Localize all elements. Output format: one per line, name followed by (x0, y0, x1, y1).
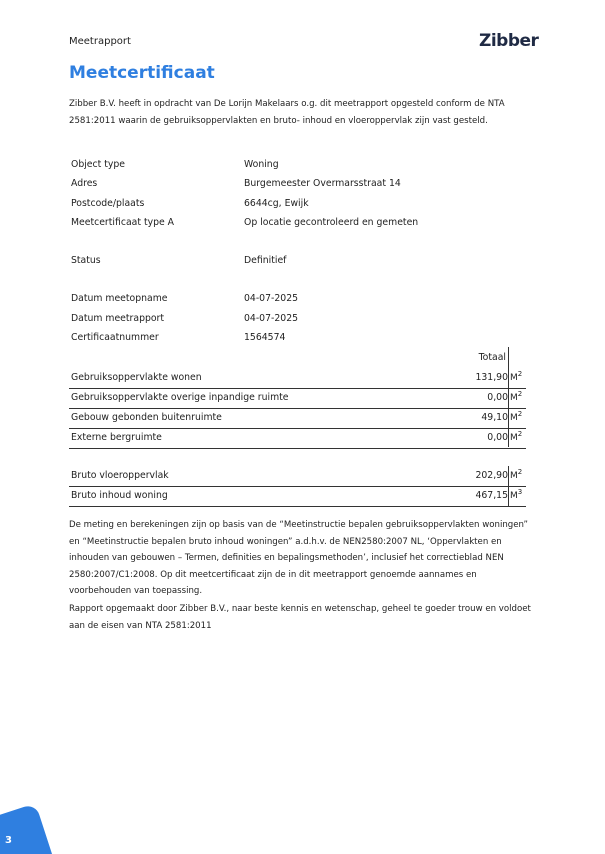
row-value: 202,90 (475, 470, 508, 481)
detail-label: Adres (71, 178, 98, 189)
row-unit: $M^2$ (510, 430, 523, 443)
detail-value: 04-07-2025 (244, 313, 299, 324)
detail-value: Burgemeester Overmarsstraat 14 (244, 178, 401, 189)
row-label: Externe bergruimte (71, 432, 162, 443)
detail-label: Datum meetrapport (71, 313, 165, 324)
row-value: 0,00 (487, 432, 508, 443)
detail-label: Certificaatnummer (71, 332, 159, 343)
row-label: Gebouw gebonden buitenruimte (71, 412, 222, 423)
table-row (69, 428, 526, 449)
table-row (69, 486, 526, 507)
detail-label: Status (71, 255, 101, 266)
closing-text: Rapport opgemaakt door Zibber B.V., naar beste kennis en wetenschap, geheel te goeder trouw en voldoet aan de eisen van NTA 2581:2011 (69, 604, 531, 631)
row-unit: $M^2$ (510, 390, 523, 403)
table-row (69, 408, 526, 429)
detail-value: Definitief (244, 255, 287, 266)
intro-text: Zibber B.V. heeft in opdracht van De Lorijn Makelaars o.g. dit meetrapport opgesteld conform de NTA 2581:2011 waarin de gebruiksoppervlakten en bruto- inhoud en vloeroppervlak zijn vast gesteld. (69, 99, 505, 126)
row-label: Gebruiksoppervlakte wonen (71, 372, 202, 383)
table-row (69, 368, 526, 389)
page-number-badge (0, 803, 57, 854)
row-unit: $M^3$ (510, 488, 523, 501)
page-number: 3 (5, 835, 12, 846)
row-value: 131,90 (475, 372, 508, 383)
table-row (69, 466, 526, 487)
methodology-text: De meting en berekeningen zijn op basis van de “Meetinstructie bepalen gebruiksoppervlakten woningen” en “Meetinstructie bepalen bruto inhoud woningen” a.d.h.v. de NEN2580:2007 NL, ‘Oppervlakten en inhouden van gebouwen – Termen, definities en bepalingsmethoden’, inclusief het correctieblad NEN 2580:2007/C1:2008. Op dit meetcertificaat zijn de in dit meetrapport genoemde aannames en voorbehouden van toepassing. (69, 520, 528, 596)
detail-value: Op locatie gecontroleerd en gemeten (244, 217, 419, 228)
detail-value: 1564574 (244, 332, 286, 343)
detail-value: 6644cg, Ewijk (244, 198, 309, 209)
detail-label: Postcode/plaats (71, 198, 145, 209)
detail-value: 04-07-2025 (244, 293, 299, 304)
row-unit: $M^2$ (510, 410, 523, 423)
row-value: 49,10 (481, 412, 508, 423)
row-value: 0,00 (487, 392, 508, 403)
row-unit: $M^2$ (510, 468, 523, 481)
detail-label: Meetcertificaat type A (71, 217, 175, 228)
page-title: Meetcertificaat (69, 63, 215, 83)
header-label: Meetrapport (69, 36, 131, 47)
row-label: Gebruiksoppervlakte overige inpandige ruimte (71, 392, 289, 403)
column-divider (508, 466, 509, 506)
detail-label: Object type (71, 159, 126, 170)
row-label: Bruto inhoud woning (71, 490, 168, 501)
detail-value: Woning (244, 159, 279, 170)
row-label: Bruto vloeroppervlak (71, 470, 169, 481)
detail-label: Datum meetopname (71, 293, 168, 304)
table-header-totaal: Totaal (478, 352, 506, 363)
row-value: 467,15 (475, 490, 508, 501)
table-row (69, 388, 526, 409)
zibber-logo: Zibber (479, 31, 539, 51)
row-unit: $M^2$ (510, 370, 523, 383)
